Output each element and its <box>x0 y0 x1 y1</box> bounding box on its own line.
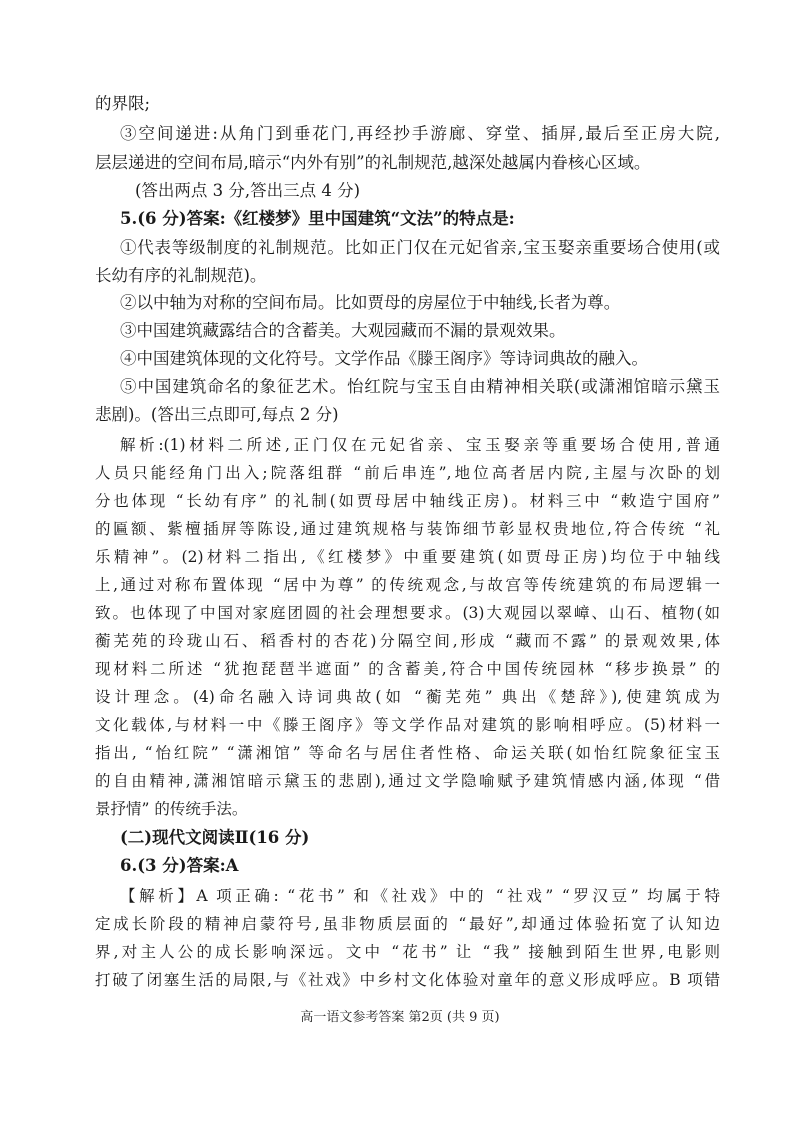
question-5-answer-heading: 5.(6 分)答案:《红楼梦》里中国建筑“文法”的特点是: <box>120 209 515 228</box>
analysis-line: 界,对主人公的成长影响深远。文中 “花书” 让 “我” 接触到陌生世界,电影则 <box>95 943 720 961</box>
page-footer: 高一语文参考答案 第2页 (共 9 页) <box>300 1010 500 1025</box>
text-line: 的界限; <box>95 94 151 113</box>
analysis-line: 解析:(1)材料二所述,正门仅在元妃省亲、宝玉娶亲等重要场合使用,普通 <box>120 436 720 454</box>
analysis-line: 打破了闭塞生活的局限,与《社戏》中乡村文化体验对童年的意义形成呼应。B 项错 <box>95 971 720 989</box>
analysis-line: 【解析】A 项正确: “花书” 和《社戏》中的 “社戏” “罗汉豆” 均属于特 <box>120 887 720 905</box>
analysis-line: 设计理念。(4)命名融入诗词典故(如 “蘅芜苑” 典出《楚辞》),使建筑成为 <box>95 688 720 706</box>
analysis-line: 的匾额、紫檀插屏等陈设,通过建筑规格与装饰细节彰显权贵地位,符合传统 “礼 <box>95 520 720 538</box>
scoring-note: (答出两点 3 分,答出三点 4 分) <box>135 181 361 200</box>
analysis-line: 乐精神”。(2)材料二指出,《红楼梦》中重要建筑(如贾母正房)均位于中轴线 <box>95 548 720 566</box>
analysis-line: 上,通过对称布置体现 “居中为尊” 的传统观念,与故宫等传统建筑的布局逻辑一 <box>95 576 720 594</box>
answer-point: ②以中轴为对称的空间布局。比如贾母的房屋位于中轴线,长者为尊。 <box>120 293 621 312</box>
text-line: 长幼有序的礼制规范)。 <box>95 266 267 285</box>
answer-point: ④中国建筑体现的文化符号。文学作品《滕王阁序》等诗词典故的融入。 <box>120 349 648 368</box>
analysis-line: 定成长阶段的精神启蒙符号,虽非物质层面的 “最好”,却通过体验拓宽了认知边 <box>95 915 720 933</box>
analysis-line: 指出, “怡红院” “潇湘馆” 等命名与居住者性格、命运关联(如怡红院象征宝玉 <box>95 744 720 762</box>
answer-point: ③中国建筑藏露结合的含蓄美。大观园藏而不漏的景观效果。 <box>120 321 566 340</box>
answer-point: ①代表等级制度的礼制规范。比如正门仅在元妃省亲,宝玉娶亲重要场合使用(或 <box>120 238 720 257</box>
analysis-line: 文化载体,与材料一中《滕王阁序》等文学作品对建筑的影响相呼应。(5)材料一 <box>95 716 720 734</box>
analysis-line: 分也体现 “长幼有序” 的礼制(如贾母居中轴线正房)。材料三中 “敕造宁国府” <box>95 492 720 510</box>
analysis-line: 蘅芜苑的玲珑山石、稻香村的杏花)分隔空间,形成 “藏而不露” 的景观效果,体 <box>95 632 720 650</box>
analysis-line: 景抒情” 的传统手法。 <box>95 800 248 818</box>
analysis-line: 现材料二所述 “犹抱琵琶半遮面” 的含蓄美,符合中国传统园林 “移步换景” 的 <box>95 660 720 678</box>
analysis-line: 的自由精神,潇湘馆暗示黛玉的悲剧),通过文学隐喻赋予建筑情感内涵,体现 “借 <box>95 772 720 790</box>
question-6-answer: 6.(3 分)答案:A <box>120 856 239 875</box>
analysis-line: 致。也体现了中国对家庭团圆的社会理想要求。(3)大观园以翠嶂、山石、植物(如 <box>95 604 720 622</box>
section-heading: (二)现代文阅读Ⅱ(16 分) <box>120 828 310 847</box>
text-line: 悲剧)。(答出三点即可,每点 2 分) <box>95 405 339 424</box>
answer-point: ⑤中国建筑命名的象征艺术。怡红院与宝玉自由精神相关联(或潇湘馆暗示黛玉 <box>120 377 720 396</box>
text-line: 层层递进的空间布局,暗示“内外有别”的礼制规范,越深处越属内眷核心区域。 <box>95 153 651 172</box>
analysis-line: 人员只能经角门出入;院落组群 “前后串连”,地位高者居内院,主屋与次卧的划 <box>95 464 720 482</box>
text-line: ③空间递进:从角门到垂花门,再经抄手游廊、穿堂、插屏,最后至正房大院, <box>120 124 720 143</box>
